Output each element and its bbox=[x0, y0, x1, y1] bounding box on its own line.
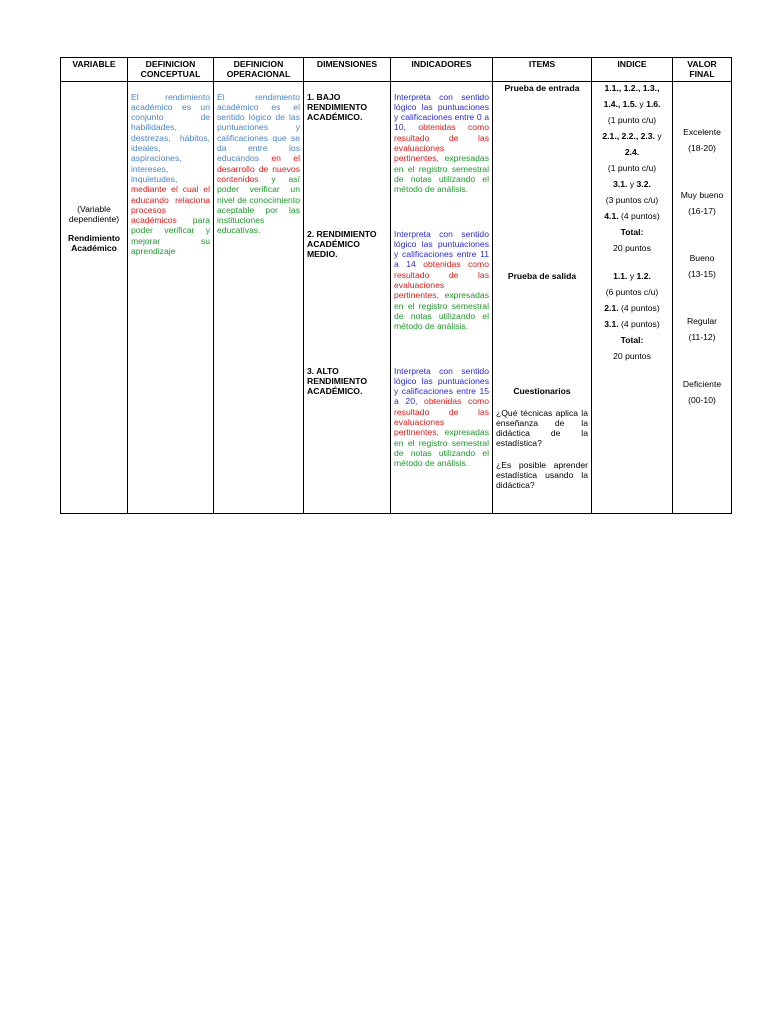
header-items: ITEMS bbox=[493, 58, 592, 82]
indicador-2 bbox=[394, 229, 489, 332]
indice-e2-note: (1 punto c/u) bbox=[607, 162, 657, 173]
indice-e1b: 1.6. bbox=[646, 98, 661, 109]
def-conceptual-text-4: para poder verificar y mejorar su aprendizaje bbox=[131, 215, 210, 257]
indicador-1-red: obtenidas como resultado de las evaluaciones pertinentes, bbox=[394, 122, 489, 164]
indicador-3-red: obtenidas como resultado de las evaluaciones pertinentes, bbox=[394, 396, 489, 438]
valor-label: Regular bbox=[686, 315, 718, 326]
indice-e1-note: (1 punto c/u) bbox=[607, 114, 657, 125]
indice-e2b: 2.4. bbox=[624, 146, 640, 157]
header-indice: INDICE bbox=[592, 58, 673, 82]
variable-name: Rendimiento Académico bbox=[68, 233, 121, 254]
variable-cell bbox=[61, 81, 128, 513]
indice-e2: 2.1., 2.2., 2.3. bbox=[602, 130, 655, 141]
indice-entrada-total-label: Total: bbox=[620, 226, 644, 237]
indicador-1-green: expresadas en el registro semestral de notas utilizando el método de análisis. bbox=[394, 153, 489, 195]
indice-entrada bbox=[595, 80, 669, 256]
items-cell bbox=[493, 81, 592, 513]
def-operacional-text-3: y así poder verificar un nivel de conocimiento aceptable por las instituciones educativas. bbox=[217, 173, 300, 236]
indice-e4-note: (4 puntos) bbox=[618, 210, 660, 221]
indice-e4: 4.1. bbox=[604, 210, 619, 221]
indicador-3-blue: Interpreta con sentido lógico las puntuaciones y calificaciones entre 15 a 20, bbox=[394, 365, 489, 407]
valor-label: Muy bueno bbox=[680, 189, 724, 200]
indice-s1-y: y bbox=[627, 270, 637, 281]
header-row bbox=[61, 58, 732, 82]
valor-bueno bbox=[675, 250, 729, 282]
indicador-1-blue: Interpreta con sentido lógico las puntuaciones y calificaciones entre 0 a 10, bbox=[394, 91, 489, 133]
indice-e3: 3.1. bbox=[613, 178, 628, 189]
item-prueba-salida: Prueba de salida bbox=[507, 270, 577, 281]
indice-s3: 3.1. bbox=[604, 318, 619, 329]
variable-type: (Variable dependiente) bbox=[68, 203, 120, 224]
operationalization-table bbox=[60, 57, 732, 514]
indice-e2-y: y bbox=[654, 130, 662, 141]
indice-s1: 1.1. bbox=[613, 270, 628, 281]
indice-salida-total-label: Total: bbox=[620, 334, 644, 345]
item-question-1: ¿Qué técnicas aplica la enseñanza de la didáctica de la estadística? bbox=[496, 407, 588, 449]
valor-regular bbox=[675, 313, 729, 345]
def-operacional-cell bbox=[214, 81, 304, 513]
valor-final-cell bbox=[673, 81, 732, 513]
indicador-2-red: obtenidas como resultado de las evaluaciones pertinentes, bbox=[394, 259, 489, 301]
valor-range: (13-15) bbox=[688, 268, 716, 279]
item-question-2: ¿Es posible aprender estadística usando la didáctica? bbox=[496, 459, 588, 491]
valor-range: (11-12) bbox=[688, 331, 716, 342]
valor-label: Deficiente bbox=[682, 378, 722, 389]
indice-e1: 1.1., 1.2., 1.3., 1.4., 1.5. bbox=[603, 82, 660, 109]
def-conceptual-cell bbox=[128, 81, 214, 513]
indice-s2: 2.1. bbox=[604, 302, 619, 313]
valor-deficiente bbox=[675, 376, 729, 408]
indice-e1-y: y bbox=[637, 98, 647, 109]
dimension-2: 2. RENDIMIENTO ACADÉMICO MEDIO. bbox=[307, 228, 377, 260]
valor-range: (18-20) bbox=[688, 142, 716, 153]
indice-s1b: 1.2. bbox=[636, 270, 651, 281]
valor-range: (00-10) bbox=[688, 394, 716, 405]
indicador-3 bbox=[394, 366, 489, 469]
def-conceptual-text-2: mediante el cual el educando relaciona bbox=[131, 184, 210, 205]
header-variable: VARIABLE bbox=[61, 58, 128, 82]
item-cuestionarios: Cuestionarios bbox=[513, 385, 571, 396]
indice-e3b: 3.2. bbox=[636, 178, 651, 189]
indice-e3-note: (3 puntos c/u) bbox=[605, 194, 659, 205]
indice-s2-note: (4 puntos) bbox=[618, 302, 660, 313]
indicador-2-green: expresadas en el registro semestral de notas utilizando el método de análisis. bbox=[394, 290, 489, 332]
indice-entrada-total: 20 puntos bbox=[613, 242, 651, 253]
valor-muy-bueno bbox=[675, 187, 729, 219]
item-prueba-entrada: Prueba de entrada bbox=[504, 82, 580, 93]
indicador-3-green: expresadas en el registro semestral de notas utilizando el método de análisis. bbox=[394, 427, 489, 469]
valor-range: (16-17) bbox=[688, 205, 716, 216]
header-def-operacional: DEFINICION OPERACIONAL bbox=[214, 58, 304, 82]
header-indicadores: INDICADORES bbox=[391, 58, 493, 82]
indice-s1-note: (6 puntos c/u) bbox=[605, 286, 659, 297]
valor-label: Excelente bbox=[683, 126, 721, 137]
def-operacional-text-1: El rendimiento académico es el sentido lógico de las puntuaciones y calificaciones que se da entre los educandos bbox=[217, 91, 300, 164]
dimensiones-cell bbox=[304, 81, 391, 513]
indicadores-cell bbox=[391, 81, 493, 513]
def-conceptual-text-1: El rendimiento académico es un conjunto de habilidades, destrezas, hábitos, ideales, aspiraciones, intereses, inquietudes, bbox=[131, 91, 210, 184]
indice-s3-note: (4 puntos) bbox=[618, 318, 660, 329]
header-dimensiones: DIMENSIONES bbox=[304, 58, 391, 82]
dimension-1: 1. BAJO RENDIMIENTO ACADÉMICO. bbox=[307, 91, 368, 123]
dimension-3: 3. ALTO RENDIMIENTO ACADÉMICO. bbox=[307, 365, 368, 397]
indice-e3-y: y bbox=[627, 178, 637, 189]
indice-salida bbox=[595, 268, 669, 364]
valor-label: Bueno bbox=[689, 252, 715, 263]
indice-salida-total: 20 puntos bbox=[613, 350, 651, 361]
indice-cell bbox=[592, 81, 673, 513]
def-conceptual-text-3: procesos académicos bbox=[131, 204, 177, 226]
valor-excelente bbox=[675, 124, 729, 156]
indicador-2-blue: Interpreta con sentido lógico las puntuaciones y calificaciones entre 11 a 14 bbox=[394, 228, 489, 270]
header-valor-final: VALOR FINAL bbox=[673, 58, 732, 82]
body-row bbox=[61, 81, 732, 513]
header-def-conceptual: DEFINICION CONCEPTUAL bbox=[128, 58, 214, 82]
indicador-1 bbox=[394, 92, 489, 195]
def-operacional-text-2: en el desarrollo de nuevos contenidos bbox=[217, 153, 300, 184]
